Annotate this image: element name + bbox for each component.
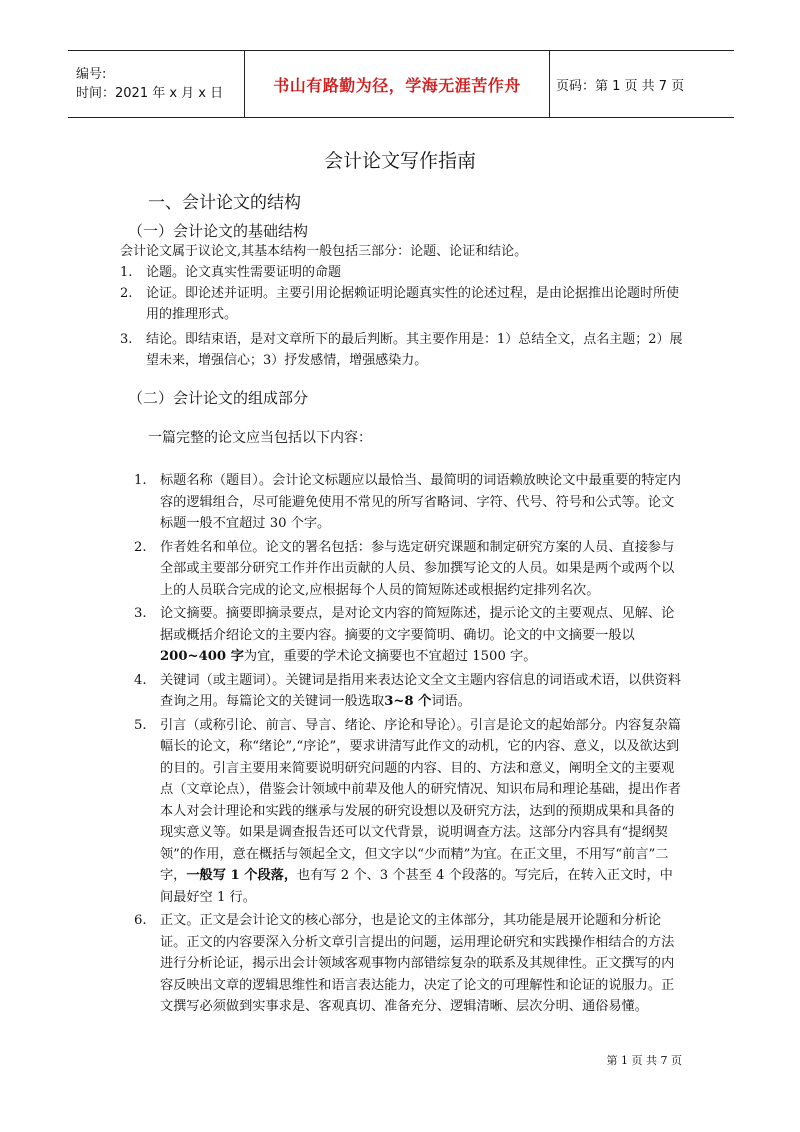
- list-text-after: 也有写 2 个、3 个甚至 4 个段落的。写完后，在转入正文时，中间最好空 1 行。: [160, 868, 673, 905]
- list-text-before: 关键词（或主题词）。关键词是指用来表达论文全文主题内容信息的词语或术语，以供资料查询之用。每篇论文的关键词一般选取: [160, 672, 681, 709]
- list-number: 4.: [134, 672, 147, 688]
- list-text-bold: 3~8 个: [384, 694, 432, 709]
- list-number: 2.: [120, 286, 133, 301]
- document-header: [68, 50, 734, 118]
- list-number: 3.: [120, 332, 133, 347]
- list-number: 2.: [134, 539, 147, 555]
- basic-structure-list: [120, 262, 690, 371]
- components-list: [134, 470, 682, 1018]
- list-number: 3.: [134, 606, 147, 621]
- list-item: [134, 537, 682, 602]
- list-text: 结论。即结束语，是对文章所下的最后判断。其主要作用是：1）总结全文，点名主题；2）展望未来，增强信心；3）抒发感情，增强感染力。: [146, 332, 683, 368]
- list-number: 6.: [134, 913, 147, 928]
- list-item: [134, 715, 682, 909]
- list-item: [134, 470, 682, 535]
- list-text-after: 为宜，重要的学术论文摘要也不宜超过 1500 字。: [243, 649, 537, 664]
- subsection-heading-basic: （一）会计论文的基础结构: [128, 222, 309, 240]
- list-item: [120, 262, 690, 283]
- basic-intro: 会计论文属于议论文,其基本结构一般包括三部分：论题、论证和结论。: [120, 244, 528, 259]
- list-item: [120, 329, 690, 371]
- list-item: [134, 910, 682, 1018]
- list-text-before: 论文摘要。摘要即摘录要点，是对论文内容的简短陈述，提示论文的主要观点、见解、论据或概括介绍论文的主要内容。摘要的文字要简明、确切。论文的中文摘要一般以: [160, 606, 675, 643]
- page-footer: 第 1 页 共 7 页: [606, 1054, 682, 1067]
- list-item: [134, 603, 682, 668]
- list-text-after: 词语。: [431, 694, 471, 709]
- list-number: 5.: [134, 717, 147, 733]
- list-text-bold: 一般写 1 个段落，: [186, 868, 298, 883]
- list-text-before: 引言（或称引论、前言、导言、绪论、序论和导论）。引言是论文的起始部分。内容复杂篇幅长的论文，称“绪论”,“序论”，要求讲清写此作文的动机，它的内容、意义，以及欲达到的目的。引言主要用来简要说明研究问题的内容、目的、方法和意义，阐明全文的主要观点（文章论点），借鉴会计领域中前辈及他人的研究情况、知识布局和理论基础，提出作者本人对会计理论和实践的继承与发展的研究设想以及研究方法，达到的预期成果和具备的现实意义等。如果是调查报告还可以文代背景，说明调查方法。这部分内容具有“提纲契领”的作用，意在概括与领起全文，但文字以“少而精”为宜。在正文里，不用写“前言”二字，: [160, 717, 681, 883]
- motto-text: 书山有路勤为径，学海无涯苦作舟: [273, 75, 521, 95]
- list-text: 标题名称（题目）。会计论文标题应以最恰当、最简明的词语赖放映论文中最重要的特定内容的逻辑组合，尽可能避免使用不常见的所写省略词、字符、代号、符号和公式等。论文标题一般不宜超过 30 个字。: [160, 473, 681, 531]
- components-intro: 一篇完整的论文应当包括以下内容：: [148, 430, 372, 446]
- list-text: 论证。即论述并证明。主要引用论据赖证明论题真实性的论述过程，是由论据推出论题时所使用的推理形式。: [146, 286, 680, 322]
- subsection-heading-components: （二）会计论文的组成部分: [128, 389, 309, 407]
- list-number: 1.: [134, 473, 147, 488]
- list-item: [120, 283, 690, 325]
- list-item: [134, 670, 682, 713]
- header-meta: [68, 51, 245, 117]
- section-heading: 一、会计论文的结构: [148, 193, 301, 213]
- page-label: 页码：第 1 页 共 7 页: [556, 78, 685, 94]
- list-text-bold: 200~400 字: [160, 649, 244, 664]
- list-text: 正文。正文是会计论文的核心部分，也是论文的主体部分，其功能是展开论题和分析论证。正文的内容要深入分析文章引言提出的问题，运用理论研究和实践操作相结合的方法进行分析论证，揭示出会计领域客观事物内部错综复杂的联系及其规律性。正文撰写的内容反映出文章的逻辑思维性和语言表达能力，决定了论文的可理解性和论证的说服力。正文撰写必须做到实事求是、客观真切、准备充分、逻辑清晰、层次分明、通俗易懂。: [160, 913, 675, 1014]
- document-title: 会计论文写作指南: [323, 150, 476, 172]
- header-page: [550, 51, 734, 117]
- list-text: 论题。论文真实性需要证明的命题: [146, 265, 342, 280]
- list-number: 1.: [120, 265, 133, 280]
- header-motto: [245, 51, 550, 117]
- number-label: 编号:: [76, 67, 107, 82]
- list-text: 作者姓名和单位。论文的署名包括：参与选定研究课题和制定研究方案的人员、直接参与全部或主要部分研究工作并作出贡献的人员、参加撰写论文的人员。如果是两个或两个以上的人员联合完成的论文,应根据每个人员的简短陈述或根据约定排列名次。: [160, 539, 675, 598]
- time-label: 时间：2021 年 x 月 x 日: [76, 86, 224, 101]
